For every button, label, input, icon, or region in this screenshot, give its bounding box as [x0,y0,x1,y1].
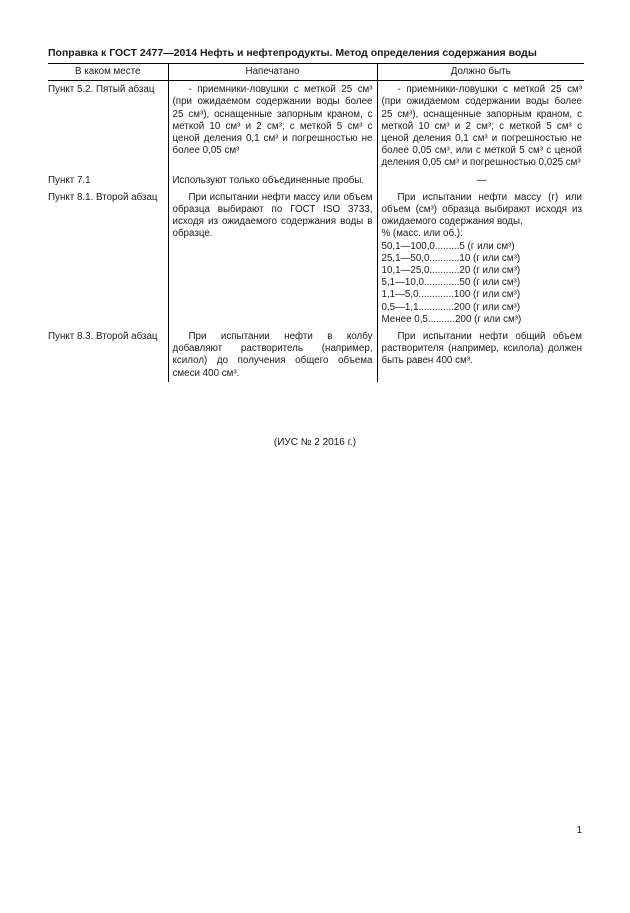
cell-should-be [377,189,584,328]
range-line: 0,5—1,1.............200 (г или см³) [381,301,521,313]
table-header-row [48,64,584,81]
header-printed: Напечатано [168,64,377,81]
range-line: % (масс. или об.): [381,228,463,240]
table-row [48,328,584,382]
table-row [48,81,584,172]
cell-printed: - приемники-ловушки с меткой 25 см³ (при ожидаемом содержании воды более 25 см³), оснащенные запорным краном, с меткой 10 см³ и 2 см³; с меткой 5 см³ с ценой деления 0,1 см³ и погрешностью не более 0,05 см³ [168,81,377,172]
table-row [48,172,584,189]
corrections-table [48,63,584,382]
range-line: 1,1—5,0.............100 (г или см³) [381,289,521,301]
header-should-be: Должно быть [377,64,584,81]
range-line: 50,1—100,0.........5 (г или см³) [381,240,515,252]
page-number: 1 [576,825,582,836]
range-line: Менее 0,5..........200 (г или см³) [381,313,522,325]
header-place: В каком месте [48,64,168,81]
document-title: Поправка к ГОСТ 2477—2014 Нефть и нефтепродукты. Метод определения содержания воды [48,47,537,59]
footer-source: (ИУС № 2 2016 г.) [273,437,357,448]
should-be-intro: При испытании нефти массу (г) или объем (см³) образца выбирают исходя из ожидаемого содержания воды, [381,191,582,228]
cell-place: Пункт 8.1. Второй абзац [48,191,158,203]
cell-printed: При испытании нефти в колбу добавляют растворитель (например, ксилол) до получения общего объема смеси 400 см³. [168,328,377,382]
cell-should-be: - приемники-ловушки с меткой 25 см³ (при ожидаемом содержании воды более 25 см³), оснащенные запорным краном, с меткой 10 см³ и 2 см³; с меткой 5 см³ с ценой деления 0,1 см³ и погрешностью не более 0,05 см³, или с меткой 5 см³ с ценой деления 0,05 см³ и погрешностью 0,025 см³ [377,81,584,172]
cell-place: Пункт 5.2. Пятый абзац [48,84,155,96]
cell-printed: При испытании нефти массу или объем образца выбирают по ГОСТ ISO 3733, исходя из ожидаемого содержания воды в образце. [168,189,377,328]
cell-place: Пункт 8.3. Второй абзац [48,331,158,343]
range-line: 5,1—10,0.............50 (г или см³) [381,277,521,289]
cell-place: Пункт 7.1 [48,174,91,186]
cell-should-be: — [377,172,584,189]
range-line: 10,1—25,0...........20 (г или см³) [381,265,521,277]
table-row [48,189,584,328]
range-line: 25,1—50,0...........10 (г или см³) [381,252,521,264]
cell-printed: Используют только объединенные пробы. [168,172,377,189]
cell-should-be: При испытании нефти общий объем растворителя (например, ксилола) должен быть равен 400 см³. [377,328,584,382]
